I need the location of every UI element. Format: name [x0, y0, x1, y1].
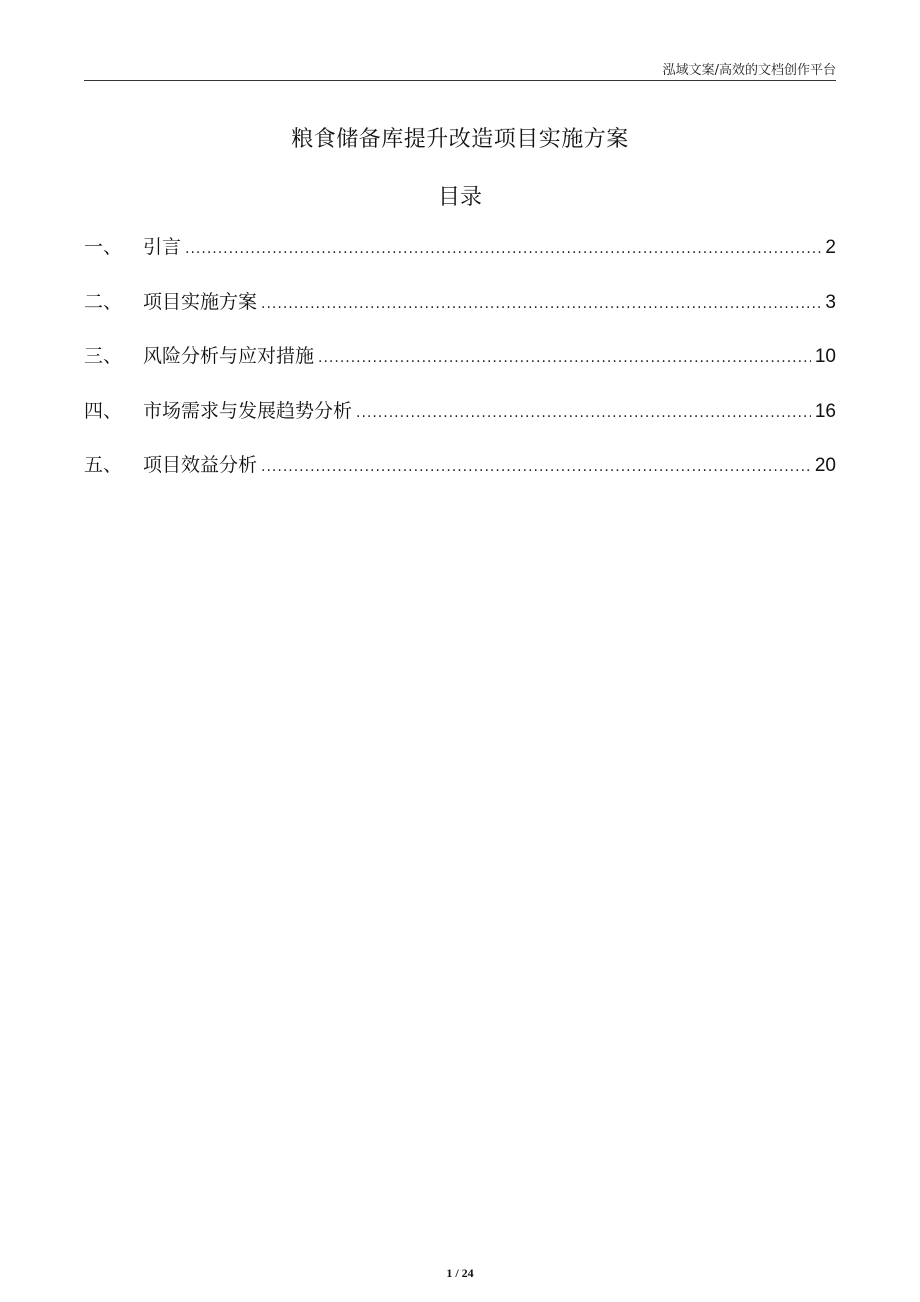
toc-dot-leader: [185, 241, 821, 257]
table-of-contents: [84, 232, 836, 505]
toc-entry-page: 16: [814, 400, 836, 422]
toc-entry-page: 3: [825, 291, 836, 313]
toc-entry-page: 10: [814, 346, 836, 367]
toc-entry-benefit-analysis[interactable]: [84, 450, 836, 505]
toc-entry-label: 项目效益分析: [143, 454, 258, 476]
toc-dot-leader: [356, 405, 811, 421]
document-title: 粮食储备库提升改造项目实施方案: [291, 127, 629, 152]
toc-entry-page: 2: [825, 237, 836, 258]
page-number: 1 / 24: [446, 1266, 474, 1280]
toc-dot-leader: [318, 350, 811, 366]
toc-entry-market-analysis[interactable]: [84, 396, 836, 451]
header-brand-text: 泓域文案/高效的文档创作平台: [662, 63, 836, 78]
header-divider: [84, 80, 836, 81]
toc-entry-label: 市场需求与发展趋势分析: [143, 399, 353, 422]
toc-entry-implementation-plan[interactable]: [84, 287, 836, 342]
toc-entry-label: 引言: [143, 236, 182, 258]
toc-entry-number: 一、: [84, 236, 123, 258]
toc-dot-leader: [261, 459, 811, 475]
toc-entry-introduction[interactable]: [84, 232, 836, 287]
toc-entry-number: 五、: [84, 454, 123, 476]
toc-entry-page: 20: [814, 455, 836, 476]
toc-dot-leader: [261, 296, 821, 312]
toc-entry-risk-analysis[interactable]: [84, 341, 836, 396]
toc-entry-label: 项目实施方案: [143, 290, 258, 313]
toc-entry-label: 风险分析与应对措施: [143, 345, 315, 367]
toc-entry-number: 四、: [84, 399, 123, 422]
toc-heading: 目录: [437, 185, 482, 210]
toc-entry-number: 二、: [84, 290, 123, 313]
toc-entry-number: 三、: [84, 345, 123, 367]
